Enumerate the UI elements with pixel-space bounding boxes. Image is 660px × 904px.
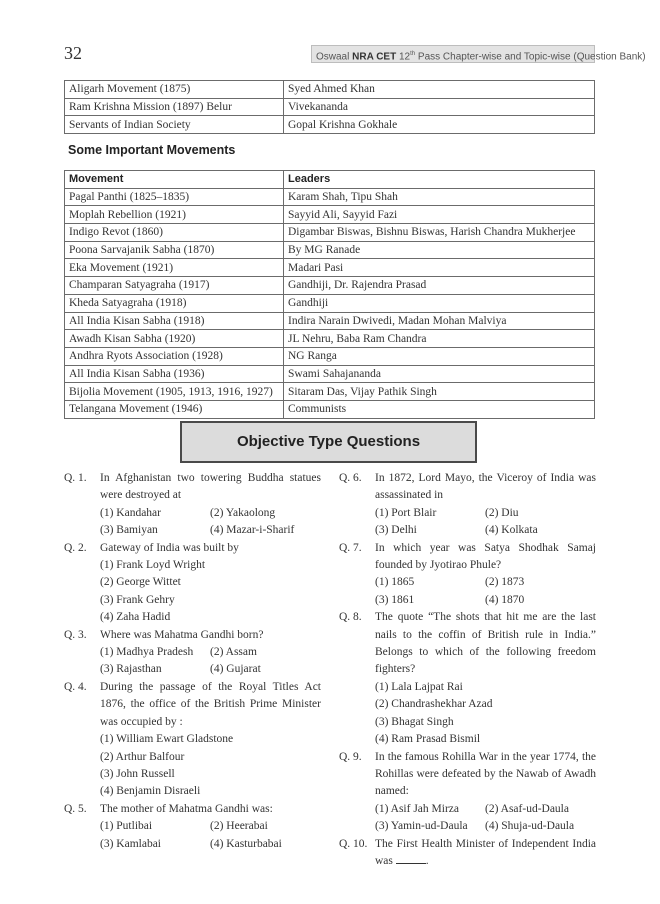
option-row (375, 522, 596, 539)
question-text-body: In 1872, Lord Mayo, the Viceroy of India was assassinated in (375, 472, 596, 502)
option: (4) Shuja-ud-Daula (485, 820, 575, 833)
question-text (100, 470, 321, 505)
question-text-body: Gateway of India was built by (100, 541, 239, 554)
option: (4) Kolkata (485, 524, 538, 537)
option: (4) Kasturbabai (210, 837, 282, 850)
option-row (375, 801, 596, 818)
leaders-cell: Gandhiji, Dr. Rajendra Prasad (284, 277, 595, 295)
leaders-cell: Karam Shah, Tipu Shah (284, 188, 595, 206)
option: (2) Yakaolong (210, 506, 276, 519)
option: (1) Kandahar (100, 506, 161, 519)
question-line (339, 470, 596, 505)
table-row (65, 98, 595, 116)
leaders-cell: NG Ranga (284, 347, 595, 365)
question-number: Q. 4. (64, 680, 87, 693)
section-heading: Some Important Movements (68, 143, 236, 157)
option: (2) George Wittet (100, 576, 181, 589)
option: (3) Bhagat Singh (375, 715, 454, 728)
option: (3) Frank Gehry (100, 593, 175, 606)
question-item (64, 627, 321, 679)
page-number: 32 (64, 43, 82, 63)
question-item (339, 470, 596, 540)
table-cell: Syed Ahmed Khan (284, 81, 595, 99)
question-text-body: The mother of Mahatma Gandhi was: (100, 802, 273, 815)
top-table (64, 80, 595, 134)
option: (3) Delhi (375, 524, 417, 537)
question-number: Q. 10. (339, 837, 368, 850)
question-text-body: During the passage of the Royal Titles Act 1876, the office of the British Prime Minister was occupied by : (100, 680, 321, 728)
option: (1) Frank Loyd Wright (100, 559, 206, 572)
table-row (65, 383, 595, 401)
question-number: Q. 8. (339, 611, 362, 624)
movement-cell: Awadh Kisan Sabha (1920) (65, 330, 284, 348)
table-row (65, 330, 595, 348)
option: (3) Kamlabai (100, 837, 161, 850)
leaders-cell: Digambar Biswas, Bishnu Biswas, Harish Chandra Mukherjee (284, 224, 595, 242)
question-number: Q. 5. (64, 802, 87, 815)
question-line (64, 801, 321, 818)
question-line (64, 627, 321, 644)
table-row (65, 224, 595, 242)
table-cell: Gopal Krishna Gokhale (284, 116, 595, 134)
table-row (65, 365, 595, 383)
option: (1) William Ewart Gladstone (100, 733, 234, 746)
option: (4) Gujarat (210, 663, 261, 676)
question-line (339, 749, 596, 801)
questions-left-column (64, 470, 321, 853)
running-header (311, 45, 646, 63)
question-number: Q. 1. (64, 472, 87, 484)
option-row (100, 836, 321, 853)
question-item (339, 540, 596, 610)
question-item (339, 836, 596, 871)
column-header-leaders: Leaders (284, 171, 595, 189)
movement-cell: All India Kisan Sabha (1918) (65, 312, 284, 330)
table-row (65, 277, 595, 295)
option: (4) Zaha Hadid (100, 611, 171, 624)
question-text (375, 470, 596, 505)
movement-cell: Champaran Satyagraha (1917) (65, 277, 284, 295)
question-text-body: In Afghanistan two towering Buddha statues were destroyed at (100, 472, 321, 502)
options (100, 557, 321, 627)
leaders-cell: By MG Ranade (284, 241, 595, 259)
options (100, 731, 321, 801)
question-item (64, 801, 321, 853)
table-row (65, 206, 595, 224)
question-number: Q. 3. (64, 628, 87, 641)
leaders-cell: Sayyid Ali, Sayyid Fazi (284, 206, 595, 224)
table-cell: Ram Krishna Mission (1897) Belur (65, 98, 284, 116)
header-book: NRA CET (352, 51, 397, 63)
option-row (100, 644, 321, 661)
question-text-body: Where was Mahatma Gandhi born? (100, 628, 264, 641)
options (100, 818, 321, 853)
movement-cell: Pagal Panthi (1825–1835) (65, 188, 284, 206)
question-item (339, 609, 596, 748)
options (100, 505, 321, 540)
option: (1) Madhya Pradesh (100, 646, 194, 659)
question-text (100, 540, 321, 557)
question-text (100, 679, 321, 731)
table-row (65, 400, 595, 418)
question-text (375, 609, 596, 679)
question-number: Q. 7. (339, 541, 362, 554)
leaders-cell: Communists (284, 400, 595, 418)
option: (4) Benjamin Disraeli (100, 785, 201, 798)
leaders-cell: Sitaram Das, Vijay Pathik Singh (284, 383, 595, 401)
question-line (339, 836, 596, 871)
table-row (65, 294, 595, 312)
leaders-cell: Madari Pasi (284, 259, 595, 277)
table-cell: Vivekananda (284, 98, 595, 116)
movement-cell: Poona Sarvajanik Sabha (1870) (65, 241, 284, 259)
header-brand: Oswaal (316, 51, 350, 63)
table-row (65, 259, 595, 277)
option-row (100, 522, 321, 539)
option-row (100, 818, 321, 835)
option-row (375, 818, 596, 835)
leaders-cell: Swami Sahajananda (284, 365, 595, 383)
table-row (65, 81, 595, 99)
table-header-row (65, 171, 595, 189)
movement-cell: Eka Movement (1921) (65, 259, 284, 277)
header-grade: 12 (399, 51, 411, 63)
question-item (64, 470, 321, 540)
table-row (65, 347, 595, 365)
option-row (375, 592, 596, 609)
option-row (375, 574, 596, 591)
question-number: Q. 6. (339, 472, 362, 484)
header-rest: Pass Chapter-wise and Topic-wise (Question Bank) (417, 51, 646, 63)
questions-right-column (339, 470, 596, 870)
question-number: Q. 2. (64, 541, 87, 554)
options (375, 505, 596, 540)
answer-blank (396, 854, 426, 864)
option-row (100, 505, 321, 522)
table-cell: Aligarh Movement (1875) (65, 81, 284, 99)
option: (3) Bamiyan (100, 524, 158, 537)
option: (2) Assam (210, 646, 257, 659)
options (375, 574, 596, 609)
header-grade-sup: th (410, 51, 416, 57)
movements-table (64, 170, 595, 419)
question-line (339, 540, 596, 575)
question-text-body: In the famous Rohilla War in the year 1774, the Rohillas were defeated by the Nawab of Awadh named: (375, 750, 596, 798)
option: (1) Putlibai (100, 820, 153, 833)
question-text-body: The quote “The shots that hit me are the last nails to the coffin of British rule in India.” Belongs to which of the following freedom fighters? (375, 611, 596, 676)
column-header-movement: Movement (65, 171, 284, 189)
table-row (65, 241, 595, 259)
question-text (375, 540, 596, 575)
movement-cell: Telangana Movement (1946) (65, 400, 284, 418)
option: (1) 1865 (375, 576, 415, 589)
leaders-cell: Gandhiji (284, 294, 595, 312)
option-row (100, 661, 321, 678)
movement-cell: Andhra Ryots Association (1928) (65, 347, 284, 365)
option: (1) Lala Lajpat Rai (375, 680, 463, 693)
option: (3) Yamin-ud-Daula (375, 820, 468, 833)
option: (2) Diu (485, 506, 519, 519)
table-row (65, 188, 595, 206)
movement-cell: Indigo Revot (1860) (65, 224, 284, 242)
option: (3) John Russell (100, 767, 175, 780)
option: (3) Rajasthan (100, 663, 162, 676)
question-item (64, 540, 321, 627)
question-line (64, 470, 321, 505)
question-end: . (425, 854, 429, 867)
options (100, 644, 321, 679)
option: (2) Heerabai (210, 820, 268, 833)
table-cell: Servants of Indian Society (65, 116, 284, 134)
movement-cell: Moplah Rebellion (1921) (65, 206, 284, 224)
question-item (64, 679, 321, 801)
leaders-cell: Indira Narain Dwivedi, Madan Mohan Malviya (284, 312, 595, 330)
options (375, 801, 596, 836)
question-line (64, 679, 321, 731)
option: (4) 1870 (485, 593, 525, 606)
question-text (100, 627, 321, 644)
table-row (65, 312, 595, 330)
option-row (375, 505, 596, 522)
option: (4) Ram Prasad Bismil (375, 733, 481, 746)
movement-cell: Bijolia Movement (1905, 1913, 1916, 1927) (65, 383, 284, 401)
question-item (339, 749, 596, 836)
option: (1) Asif Jah Mirza (375, 802, 459, 815)
leaders-cell: JL Nehru, Baba Ram Chandra (284, 330, 595, 348)
question-number: Q. 9. (339, 750, 362, 763)
question-text (100, 801, 321, 818)
option: (1) Port Blair (375, 506, 437, 519)
option: (2) Chandrashekhar Azad (375, 698, 493, 711)
question-text (375, 749, 596, 801)
question-line (64, 540, 321, 557)
option: (4) Mazar-i-Sharif (210, 524, 295, 537)
objective-banner: Objective Type Questions (180, 421, 477, 463)
question-text (375, 836, 596, 871)
question-text-body: In which year was Satya Shodhak Samaj founded by Jyotirao Phule? (375, 541, 596, 572)
options (375, 679, 596, 749)
question-text-body: The First Health Minister of Independent India was (375, 837, 596, 867)
option: (2) 1873 (485, 576, 525, 589)
option: (3) 1861 (375, 593, 415, 606)
option: (2) Arthur Balfour (100, 750, 185, 763)
option: (2) Asaf-ud-Daula (485, 802, 569, 815)
movement-cell: All India Kisan Sabha (1936) (65, 365, 284, 383)
table-row (65, 116, 595, 134)
question-line (339, 609, 596, 679)
movement-cell: Kheda Satyagraha (1918) (65, 294, 284, 312)
